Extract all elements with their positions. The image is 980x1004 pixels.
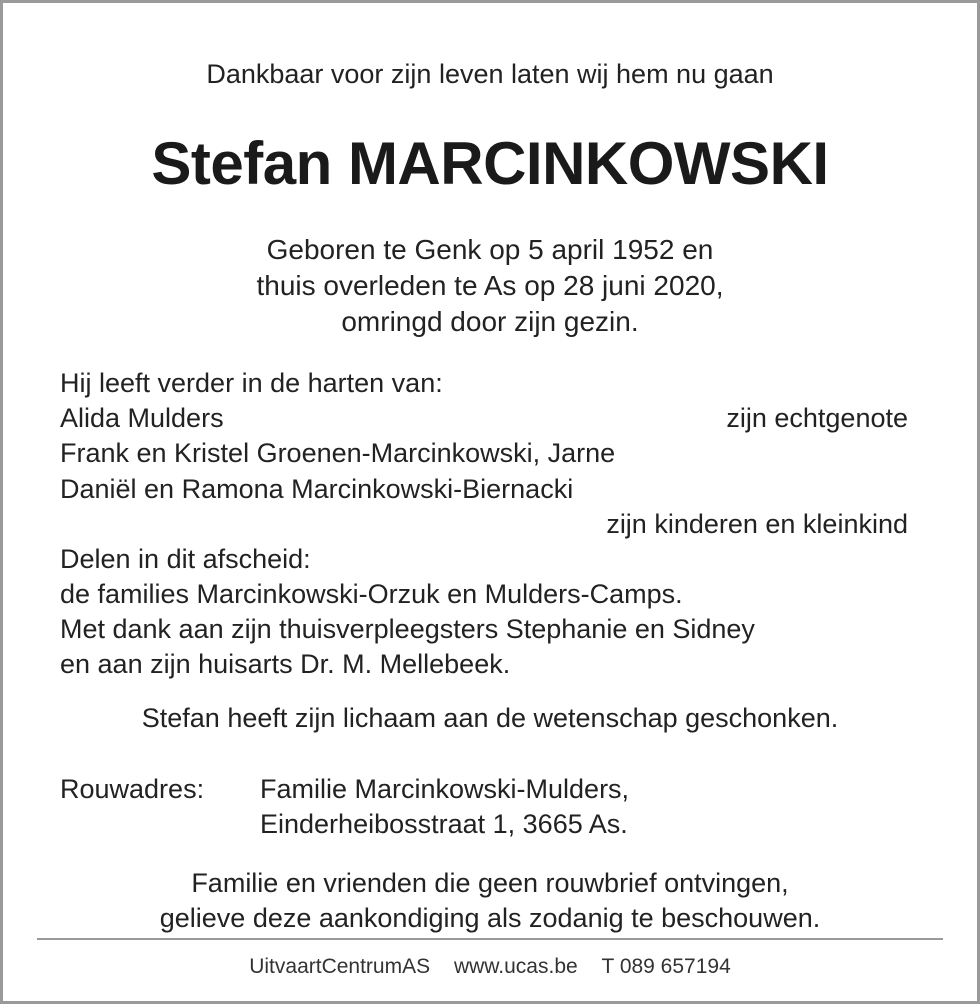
spouse-role: zijn echtgenote xyxy=(726,403,908,433)
spouse-name: Alida Mulders xyxy=(60,403,224,433)
footer xyxy=(3,953,977,981)
address-label: Rouwadres: xyxy=(60,774,205,804)
phone-number: T 089 657194 xyxy=(601,955,731,978)
closing-text xyxy=(3,866,977,936)
birth-death-details xyxy=(3,232,977,340)
website-link[interactable]: www.ucas.be xyxy=(453,955,578,978)
family-line: omringd door zijn gezin. xyxy=(341,306,639,337)
survivors-heading: Hij leeft verder in de harten van: xyxy=(60,368,443,398)
funeral-home-name: UitvaartCentrumAS xyxy=(249,955,431,978)
address-line: Einderheibosstraat 1, 3665 As. xyxy=(260,809,628,839)
sharing-line: en aan zijn huisarts Dr. M. Mellebeek. xyxy=(60,649,511,679)
child-line: Frank en Kristel Groenen-Marcinkowski, Jarne xyxy=(60,438,616,468)
intro-text: Dankbaar voor zijn leven laten wij hem nu gaan xyxy=(206,59,774,89)
donation-note: Stefan heeft zijn lichaam aan de wetenschap geschonken. xyxy=(141,703,839,733)
footer-divider xyxy=(37,938,943,940)
closing-line: gelieve deze aankondiging als zodanig te beschouwen. xyxy=(159,903,821,933)
death-line: thuis overleden te As op 28 juni 2020, xyxy=(256,270,724,301)
birth-line: Geboren te Genk op 5 april 1952 en xyxy=(266,234,714,265)
address-line: Familie Marcinkowski-Mulders, xyxy=(260,774,630,804)
children-role: zijn kinderen en kleinkind xyxy=(606,509,908,539)
child-line: Daniël en Ramona Marcinkowski-Biernacki xyxy=(60,474,574,504)
sharing-line: Met dank aan zijn thuisverpleegsters Stephanie en Sidney xyxy=(60,614,755,644)
sharing-heading: Delen in dit afscheid: xyxy=(60,544,311,574)
sharing-line: de families Marcinkowski-Orzuk en Mulders-Camps. xyxy=(60,579,683,609)
closing-line: Familie en vrienden die geen rouwbrief ontvingen, xyxy=(191,868,789,898)
deceased-name: Stefan MARCINKOWSKI xyxy=(151,130,829,197)
